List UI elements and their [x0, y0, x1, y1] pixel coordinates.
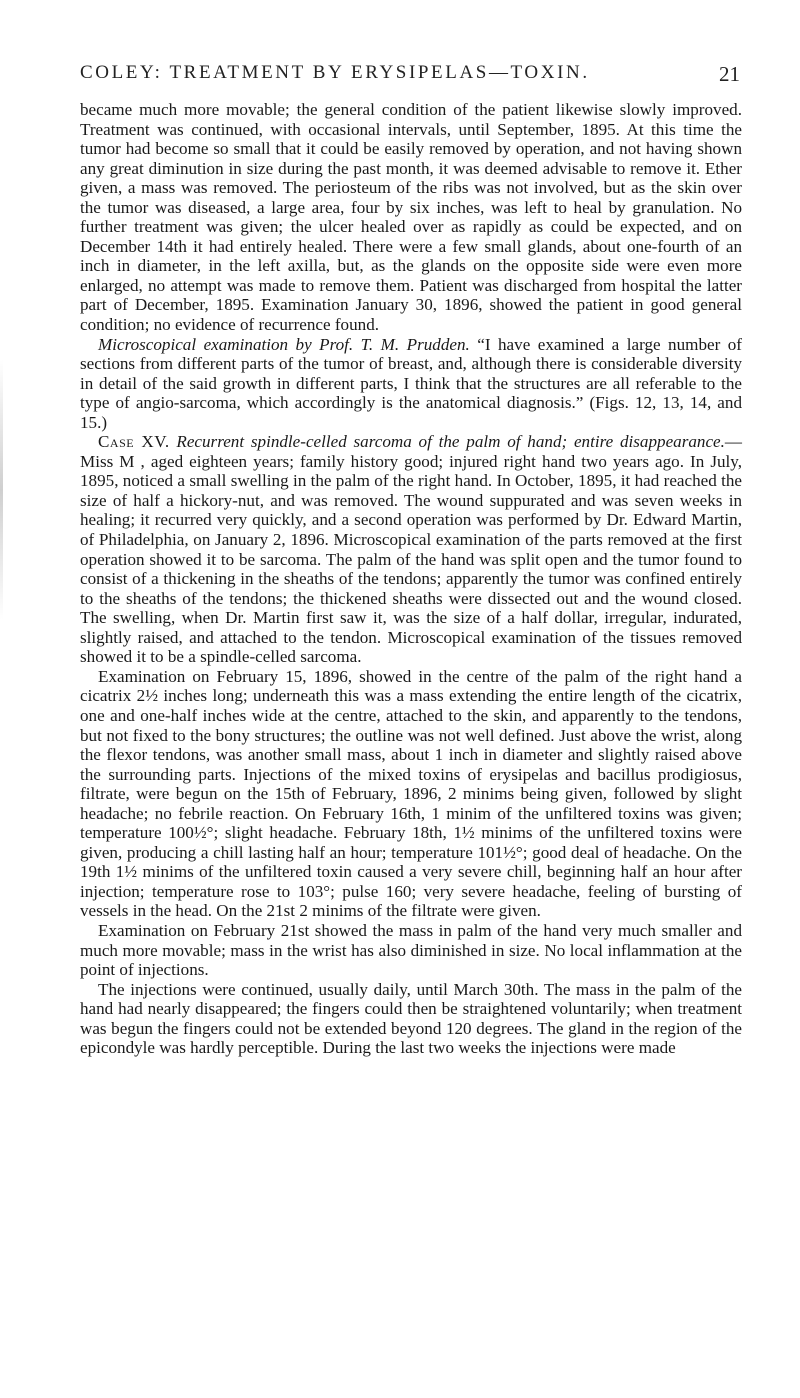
paragraph-continuation: became much more movable; the general condition of the patient likewise slowly improved. Treatment was continued, with occasional intervals, until September, 1895. At this time the tumor had become so small that it could be easily removed by operation, and not having shown any great diminution in size during the past month, it was deemed advisable to remove it. Ether given, a mass was removed. The periosteum of the ribs was not involved, but as the skin over the tumor was diseased, a large area, four by six inches, was left to heal by granulation. No further treatment was given; the ulcer healed over as rapidly as could be expected, and on December 14th it had entirely healed. There were a few small glands, about one-fourth of an inch in diameter, in the left axilla, but, as the glands on the opposite side were even more enlarged, no attempt was made to remove them. Patient was discharged from hospital the latter part of December, 1895. Examination January 30, 1896, showed the patient in good general condition; no evidence of recurrence found. [80, 100, 742, 335]
examiner-quote: “I have examined a large number of sections from different parts of the tumor of breast, and, although there is considerable diversity in detail of the said growth in different parts, I think that the structures are all referable to the type of angio-sarcoma, which accordingly is the anatomical diagnosis.” (Figs. 12, 13, 14, and 15.) [80, 334, 742, 432]
case-history: —Miss M , aged eighteen years; family history good; injured right hand two years ago. In July, 1895, noticed a small swelling in the palm of the right hand. In October, 1895, it had reached the size of half a hickory-nut, and was removed. The wound suppurated and was seven weeks in healing; it recurred very quickly, and a second operation was performed by Dr. Edward Martin, of Philadelphia, on January 2, 1896. Microscopical examination of the parts removed at the first operation showed it to be sarcoma. The palm of the hand was split open and the tumor found to consist of a thickening in the sheaths of the tendons; apparently the tumor was confined entirely to the sheaths of the tendons; the thickened sheaths were dissected out and the wound closed. The swelling, when Dr. Martin first saw it, was the size of a half dollar, irregular, indurated, slightly raised, and attached to the tendon. Microscopical examination of the tissues removed showed it to be a spindle-celled sarcoma. [80, 432, 742, 667]
case-title: Recurrent spindle-celled sarcoma of the palm of hand; entire disappearance. [176, 432, 725, 452]
running-title: COLEY: TREATMENT BY ERYSIPELAS—TOXIN. [80, 62, 590, 83]
examiner-credit: Microscopical examination by Prof. T. M. Prudden. [98, 334, 470, 354]
paragraph-injections-continued: The injections were continued, usually daily, until March 30th. The mass in the palm of the hand had nearly disappeared; the fingers could then be straightened voluntarily; when treatment was begun the fingers could not be extended beyond 120 degrees. The gland in the region of the epicondyle was hardly perceptible. During the last two weeks the injections were made [80, 979, 742, 1058]
running-head [80, 62, 740, 90]
case-number: Case XV. [98, 432, 170, 452]
paragraph-microscopical-examination [80, 335, 742, 433]
page-edge-shadow [0, 360, 3, 620]
paragraph-examination-february-21: Examination on February 21st showed the mass in palm of the hand very much smaller and much more movable; mass in the wrist has also diminished in size. No local inflammation at the point of injections. [80, 920, 742, 980]
paragraph-case-xv [80, 432, 742, 667]
body-text [80, 100, 742, 1058]
page-number: 21 [719, 62, 740, 86]
paragraph-examination-february-15: Examination on February 15, 1896, showed in the centre of the palm of the right hand a cicatrix 2½ inches long; underneath this was a mass extending the entire length of the cicatrix, one and one-half inches wide at the centre, attached to the skin, and apparently to the tendons, but not fixed to the bony structures; the outline was not well defined. Just above the wrist, along the flexor tendons, was another small mass, about 1 inch in diameter and slightly raised above the surrounding parts. Injections of the mixed toxins of erysipelas and bacillus prodigiosus, filtrate, were begun on the 15th of February, 1896, 2 minims being given, followed by slight headache; no febrile reaction. On February 16th, 1 minim of the unfiltered toxins was given; temperature 100½°; slight headache. February 18th, 1½ minims of the unfiltered toxins were given, producing a chill lasting half an hour; temperature 101½°; good deal of headache. On the 19th 1½ minims of the unfiltered toxin caused a very severe chill, beginning half an hour after injection; temperature rose to 103°; pulse 160; very severe headache, feeling of bursting of vessels in the head. On the 21st 2 minims of the filtrate were given. [80, 666, 742, 921]
